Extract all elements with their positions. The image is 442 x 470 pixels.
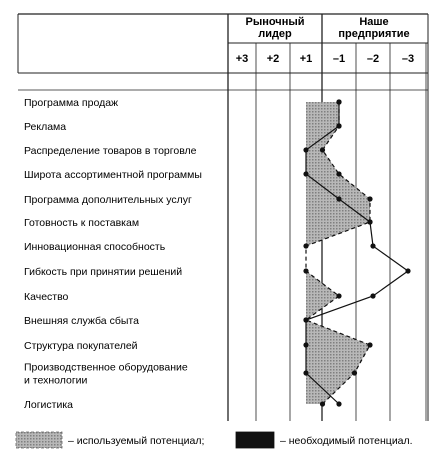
criterion-label: Инновационная способность xyxy=(24,241,166,253)
series-needed-point xyxy=(303,147,308,152)
used-potential-area xyxy=(306,373,355,404)
series-needed-point xyxy=(370,293,375,298)
scale-tick-label: –1 xyxy=(332,53,346,65)
legend-swatch-used xyxy=(16,432,62,448)
column-group-label: предприятие xyxy=(338,28,410,40)
criterion-label: Логистика xyxy=(24,399,74,411)
legend-label: – используемый потенциал; xyxy=(68,435,205,447)
series-used-point xyxy=(336,171,341,176)
legend-label: – необходимый потенциал. xyxy=(280,435,413,447)
legend xyxy=(16,432,413,448)
criterion-label: Качество xyxy=(24,291,69,303)
criterion-label: Программа продаж xyxy=(24,97,119,109)
series-needed-point xyxy=(303,171,308,176)
scale-tick-label: +3 xyxy=(235,53,249,65)
scale-tick-label: –3 xyxy=(401,53,415,65)
series-needed-point xyxy=(336,196,341,201)
series-needed-point xyxy=(405,268,410,273)
series-used-point xyxy=(303,268,308,273)
column-group-label: Рыночный xyxy=(245,16,305,28)
series-used-point xyxy=(352,370,357,375)
legend-swatch-needed xyxy=(236,432,274,448)
criterion-label: Структура покупателей xyxy=(24,340,138,352)
criterion-label: Готовность к поставкам xyxy=(24,217,140,229)
criterion-label: Реклама xyxy=(24,121,67,133)
used-potential-area xyxy=(306,102,339,126)
scale-tick-label: +1 xyxy=(299,53,313,65)
criterion-label: Распределение товаров в торговле xyxy=(24,145,197,157)
series-needed-point xyxy=(336,99,341,104)
series-used-point xyxy=(367,342,372,347)
criterion-label: Внешняя служба сбыта xyxy=(24,315,139,327)
used-potential-area xyxy=(306,150,339,174)
used-potential-area xyxy=(306,345,370,373)
series-needed-point xyxy=(370,243,375,248)
used-potential-area xyxy=(306,199,370,222)
series-needed-point xyxy=(303,317,308,322)
series-used-point xyxy=(336,293,341,298)
column-group-label: лидер xyxy=(258,28,292,40)
series-used-point xyxy=(320,147,325,152)
series-needed-point xyxy=(303,342,308,347)
series-used-point xyxy=(303,243,308,248)
series-needed-point xyxy=(303,370,308,375)
series-used-point xyxy=(367,196,372,201)
scale-tick-label: +2 xyxy=(266,53,280,65)
series-used-point xyxy=(320,401,325,406)
series-needed-point xyxy=(336,401,341,406)
potential-fills xyxy=(306,102,370,404)
criterion-label: Программа дополнительных услуг xyxy=(24,194,192,206)
criterion-label: и технологии xyxy=(24,374,88,387)
series-needed-point xyxy=(367,219,372,224)
criterion-label: Производственное оборудование xyxy=(24,361,188,374)
criterion-label: Гибкость при принятии решений xyxy=(24,266,183,278)
criterion-label: Широта ассортиментной программы xyxy=(24,169,202,181)
used-potential-area xyxy=(306,174,370,199)
scale-tick-label: –2 xyxy=(366,53,380,65)
column-group-label: Наше xyxy=(359,16,389,28)
series-needed-point xyxy=(336,123,341,128)
